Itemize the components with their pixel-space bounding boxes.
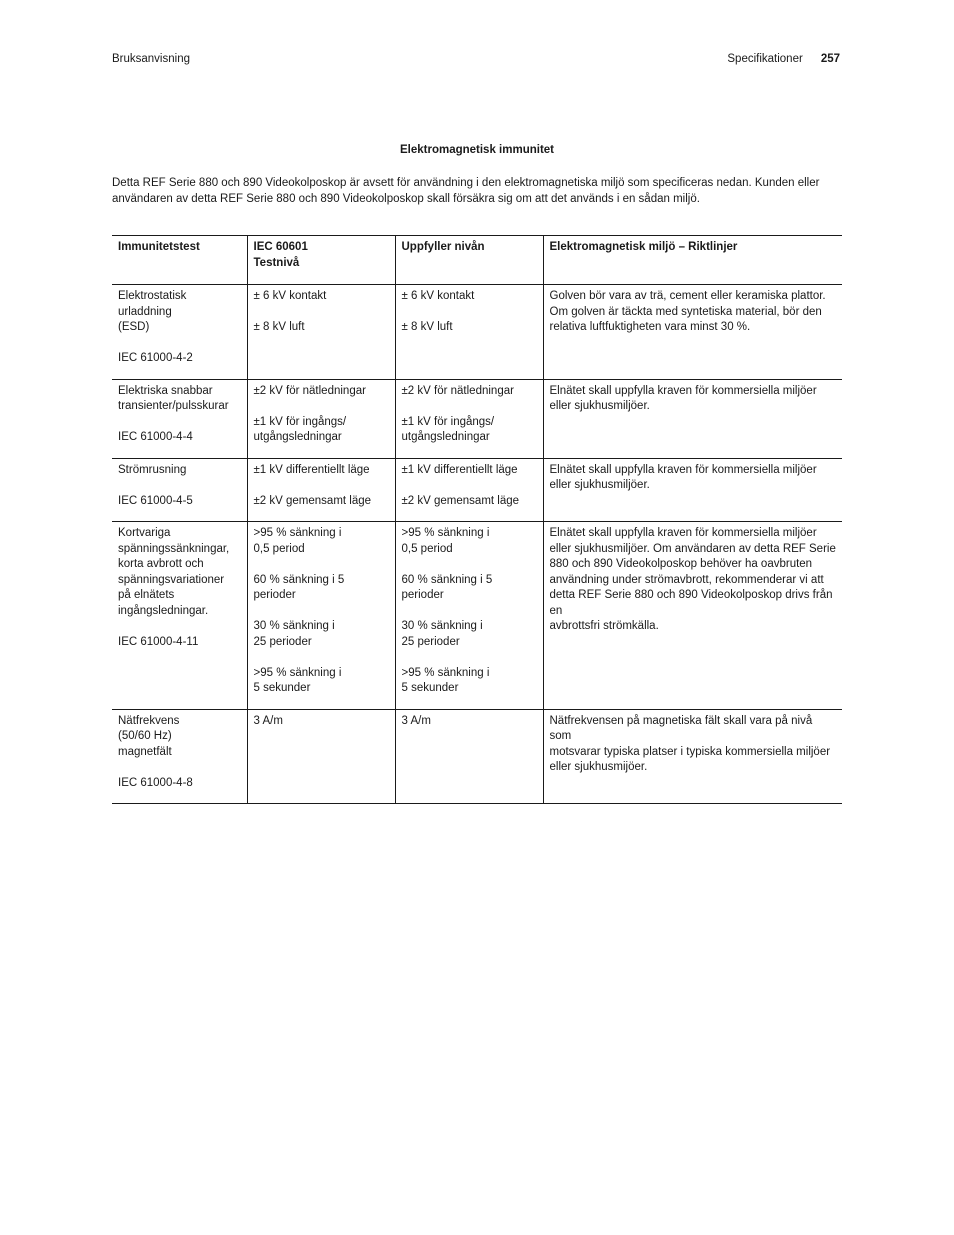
cell-paragraph	[118, 463, 241, 479]
cell-line: 5 sekunder	[401, 682, 459, 694]
cell-line: Elnätet skall uppfylla kraven för kommersiella miljöer	[549, 463, 817, 476]
cell-compliance-level	[395, 522, 543, 710]
cell-paragraph	[402, 494, 537, 510]
cell-line: eller sjukhusmiljöer. Om användaren av detta REF Serie	[549, 542, 836, 555]
cell-line: 25 perioder	[253, 635, 312, 648]
cell-paragraph	[550, 463, 837, 494]
cell-line: 880 och 890 Videokolposkop behöver ha oavbruten	[549, 558, 813, 570]
cell-line: avbrottsfri strömkälla.	[549, 620, 659, 632]
cell-line: Nätfrekvensen på magnetiska fält skall vara på nivå som	[549, 714, 813, 742]
cell-line: 5 sekunder	[253, 682, 311, 694]
cell-line: spänningsvariationer	[118, 573, 225, 586]
cell-test-level	[247, 709, 395, 804]
cell-paragraph	[550, 289, 837, 336]
cell-line: korta avbrott och	[118, 558, 204, 570]
table-row	[112, 458, 842, 522]
cell-paragraph	[118, 776, 241, 792]
cell-line: Elektrostatisk urladdning	[118, 290, 187, 318]
table-header-row	[112, 236, 842, 285]
table-row	[112, 709, 842, 804]
table-row	[112, 522, 842, 710]
cell-test-level	[247, 285, 395, 380]
cell-compliance-level	[395, 379, 543, 458]
cell-line: Nätfrekvens	[118, 714, 180, 727]
cell-line: detta REF Serie 880 och 890 Videokolposkop drivs från en	[549, 589, 833, 617]
cell-paragraph	[402, 573, 537, 604]
cell-paragraph	[118, 351, 241, 367]
intro-paragraph	[112, 176, 842, 207]
cell-line: ±1 kV differentiellt läge	[401, 463, 518, 476]
table-body	[112, 285, 842, 804]
cell-paragraph	[118, 384, 241, 415]
cell-line: 0,5 period	[401, 542, 453, 555]
cell-line: ± 6 kV kontakt	[253, 290, 327, 302]
cell-line: (ESD)	[118, 321, 150, 333]
cell-paragraph	[254, 714, 389, 730]
cell-paragraph	[118, 289, 241, 336]
cell-line: motsvarar typiska platser i typiska kommersiella miljöer	[549, 745, 831, 758]
cell-guidance	[543, 458, 842, 522]
running-header-right	[727, 53, 840, 65]
cell-line: ±2 kV gemensamt läge	[401, 494, 520, 507]
cell-line: ±2 kV för nätledningar	[401, 384, 514, 397]
cell-paragraph	[550, 526, 837, 635]
immunity-table	[112, 235, 842, 804]
cell-paragraph	[402, 320, 537, 336]
cell-paragraph	[118, 714, 241, 761]
intro-line: användaren av detta REF Serie 880 och 890 Videokolposkop skall försäkra sig om att det används i en sådan miljö.	[112, 192, 700, 205]
section-name: Specifikationer	[727, 53, 803, 65]
cell-line: ±2 kV gemensamt läge	[253, 494, 372, 507]
cell-line: 30 % sänkning i	[401, 620, 483, 632]
cell-line: IEC 61000-4-2	[118, 352, 193, 364]
cell-paragraph	[118, 494, 241, 510]
cell-paragraph	[402, 463, 537, 479]
cell-line: transienter/pulsskurar	[118, 400, 229, 412]
cell-paragraph	[254, 619, 389, 650]
cell-line: >95 % sänkning i	[401, 666, 490, 679]
cell-line: ±1 kV differentiellt läge	[253, 463, 370, 476]
column-header-test-level	[247, 236, 395, 285]
cell-paragraph	[254, 320, 389, 336]
cell-paragraph	[254, 415, 389, 446]
intro-line: Detta REF Serie 880 och 890 Videokolposkop är avsett för användning i den elektromagnetiska miljö som specificeras nedan. Kunden eller	[112, 177, 820, 189]
cell-paragraph	[402, 666, 537, 697]
cell-guidance	[543, 379, 842, 458]
cell-line: Elnätet skall uppfylla kraven för kommersiella miljöer	[549, 384, 817, 397]
cell-line: 0,5 period	[253, 542, 305, 555]
cell-immunity-test	[112, 709, 247, 804]
cell-immunity-test	[112, 522, 247, 710]
header-line: Testnivå	[253, 256, 300, 269]
column-header-compliance-level: Uppfyller nivån	[395, 236, 543, 285]
cell-line: 60 % sänkning i 5 perioder	[253, 573, 345, 601]
cell-paragraph	[254, 384, 389, 400]
table-row	[112, 379, 842, 458]
cell-line: >95 % sänkning i	[253, 527, 342, 539]
cell-guidance	[543, 709, 842, 804]
cell-paragraph	[118, 430, 241, 446]
cell-immunity-test	[112, 285, 247, 380]
page-number: 257	[820, 53, 840, 65]
cell-line: ± 6 kV kontakt	[401, 290, 475, 302]
table-row	[112, 285, 842, 380]
cell-paragraph	[254, 526, 389, 557]
cell-line: 25 perioder	[401, 635, 460, 648]
cell-line: >95 % sänkning i	[401, 527, 490, 539]
cell-paragraph	[550, 714, 837, 776]
cell-immunity-test	[112, 379, 247, 458]
cell-line: användning under strömavbrott, rekommenderar vi att	[549, 573, 824, 586]
cell-line: (50/60 Hz)	[118, 730, 172, 742]
cell-line: ±2 kV för nätledningar	[253, 384, 366, 397]
cell-paragraph	[254, 494, 389, 510]
cell-line: Om golven är täckta med syntetiska material, bör den	[549, 305, 822, 318]
cell-paragraph	[402, 714, 537, 730]
cell-line: eller sjukhusmiljöer.	[549, 400, 650, 412]
cell-paragraph	[402, 619, 537, 650]
cell-compliance-level	[395, 709, 543, 804]
cell-paragraph	[254, 463, 389, 479]
cell-paragraph	[254, 666, 389, 697]
page-title: Elektromagnetisk immunitet	[399, 144, 554, 156]
cell-line: ± 8 kV luft	[253, 321, 305, 333]
cell-line: IEC 61000-4-11	[118, 635, 199, 648]
cell-line: relativa luftfuktigheten vara minst 30 %.	[549, 321, 751, 333]
cell-line: 60 % sänkning i 5 perioder	[401, 573, 493, 601]
cell-line: magnetfält	[118, 745, 172, 758]
cell-paragraph	[118, 635, 241, 651]
cell-line: utgångsledningar	[253, 431, 342, 443]
cell-paragraph	[254, 289, 389, 305]
cell-line: IEC 61000-4-8	[118, 776, 193, 789]
cell-line: 30 % sänkning i	[253, 620, 335, 632]
cell-line: Kortvariga	[118, 527, 171, 539]
cell-paragraph	[402, 526, 537, 557]
cell-line: ± 8 kV luft	[401, 321, 453, 333]
header-line: IEC 60601	[253, 241, 308, 253]
cell-paragraph	[402, 289, 537, 305]
cell-immunity-test	[112, 458, 247, 522]
cell-line: Elektriska snabbar	[118, 384, 213, 397]
cell-test-level	[247, 522, 395, 710]
cell-compliance-level	[395, 285, 543, 380]
cell-line: Elnätet skall uppfylla kraven för kommersiella miljöer	[549, 527, 817, 539]
cell-line: på elnätets	[118, 589, 175, 601]
cell-line: ±1 kV för ingångs/	[401, 415, 495, 428]
column-header-guidance: Elektromagnetisk miljö – Riktlinjer	[543, 236, 842, 285]
cell-line: IEC 61000-4-4	[118, 431, 193, 443]
cell-test-level	[247, 379, 395, 458]
cell-line: ±1 kV för ingångs/	[253, 415, 347, 428]
cell-line: eller sjukhusmijöer.	[549, 761, 648, 773]
cell-compliance-level	[395, 458, 543, 522]
cell-paragraph	[254, 573, 389, 604]
cell-paragraph	[402, 384, 537, 400]
cell-line: Golven bör vara av trä, cement eller keramiska plattor.	[549, 290, 826, 302]
cell-line: IEC 61000-4-5	[118, 494, 193, 507]
cell-line: eller sjukhusmiljöer.	[549, 479, 650, 491]
column-header-immunity-test: Immunitetstest	[112, 236, 247, 285]
cell-test-level	[247, 458, 395, 522]
cell-paragraph	[402, 415, 537, 446]
cell-line: utgångsledningar	[401, 431, 490, 443]
cell-guidance	[543, 522, 842, 710]
cell-line: Strömrusning	[118, 463, 187, 476]
cell-line: >95 % sänkning i	[253, 666, 342, 679]
cell-line: spänningssänkningar,	[118, 542, 230, 555]
cell-guidance	[543, 285, 842, 380]
cell-paragraph	[550, 384, 837, 415]
cell-paragraph	[118, 526, 241, 619]
cell-line: ingångsledningar.	[118, 604, 209, 617]
running-header-left: Bruksanvisning	[112, 53, 190, 65]
cell-line: 3 A/m	[253, 714, 283, 727]
cell-line: 3 A/m	[401, 714, 431, 727]
